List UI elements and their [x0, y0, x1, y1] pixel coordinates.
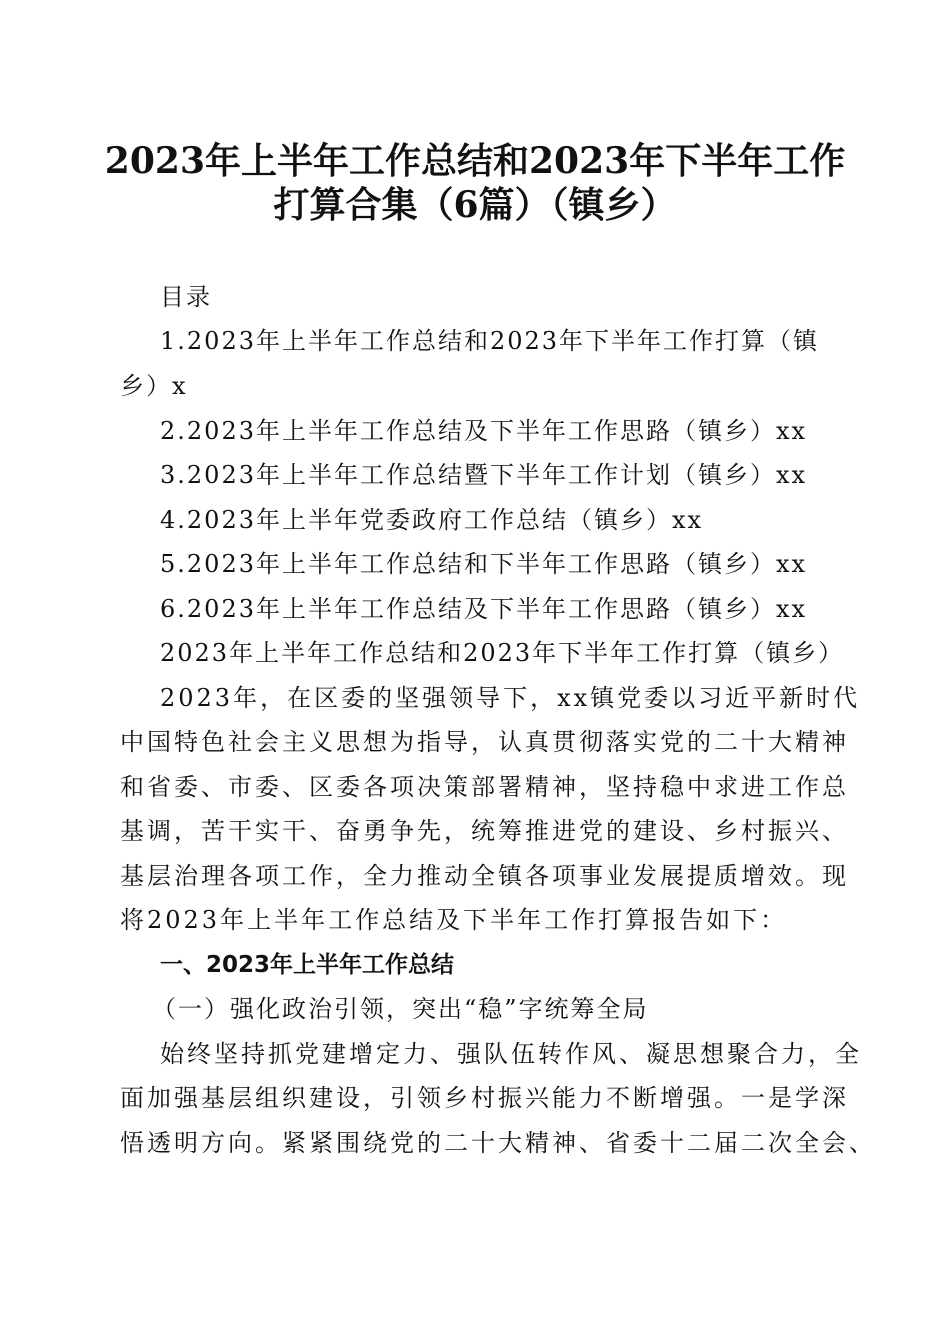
para-1-line-3: 悟透明方向。紧紧围绕党的二十大精神、省委十二届二次全会、 [120, 1129, 876, 1157]
section-1-heading: 一、2023年上半年工作总结 [160, 952, 455, 978]
intro-line-2: 中国特色社会主义思想为指导，认真贯彻落实党的二十大精神 [120, 728, 849, 756]
toc-item-3: 3.2023年上半年工作总结暨下半年工作计划（镇乡）xx [160, 461, 808, 489]
document-title-line-1: 2023年上半年工作总结和2023年下半年工作 [104, 140, 846, 182]
toc-item-1-line-2: 乡）x [120, 372, 188, 400]
toc-item-4: 4.2023年上半年党委政府工作总结（镇乡）xx [160, 506, 704, 534]
toc-item-6: 6.2023年上半年工作总结及下半年工作思路（镇乡）xx [160, 595, 808, 623]
para-1-line-2: 面加强基层组织建设，引领乡村振兴能力不断增强。一是学深 [120, 1084, 849, 1112]
intro-line-5: 基层治理各项工作，全力推动全镇各项事业发展提质增效。现 [120, 862, 849, 890]
intro-line-1: 2023年，在区委的坚强领导下，xx镇党委以习近平新时代 [160, 684, 861, 712]
toc-item-1-line-1: 1.2023年上半年工作总结和2023年下半年工作打算（镇 [160, 327, 820, 355]
subsection-1-heading: （一）强化政治引领，突出“稳”字统筹全局 [152, 995, 649, 1023]
para-1-line-1: 始终坚持抓党建增定力、强队伍转作风、凝思想聚合力，全 [160, 1040, 862, 1068]
document-title-line-2: 打算合集（6篇）（镇乡） [273, 184, 677, 226]
toc-item-5: 5.2023年上半年工作总结和下半年工作思路（镇乡）xx [160, 550, 808, 578]
toc-item-2: 2.2023年上半年工作总结及下半年工作思路（镇乡）xx [160, 417, 808, 445]
article-title: 2023年上半年工作总结和2023年下半年工作打算（镇乡） [160, 639, 845, 667]
intro-line-6: 将2023年上半年工作总结及下半年工作打算报告如下： [120, 906, 788, 934]
toc-heading: 目录 [160, 283, 212, 311]
intro-line-3: 和省委、市委、区委各项决策部署精神，坚持稳中求进工作总 [120, 773, 849, 801]
intro-line-4: 基调，苦干实干、奋勇争先，统筹推进党的建设、乡村振兴、 [120, 817, 849, 845]
